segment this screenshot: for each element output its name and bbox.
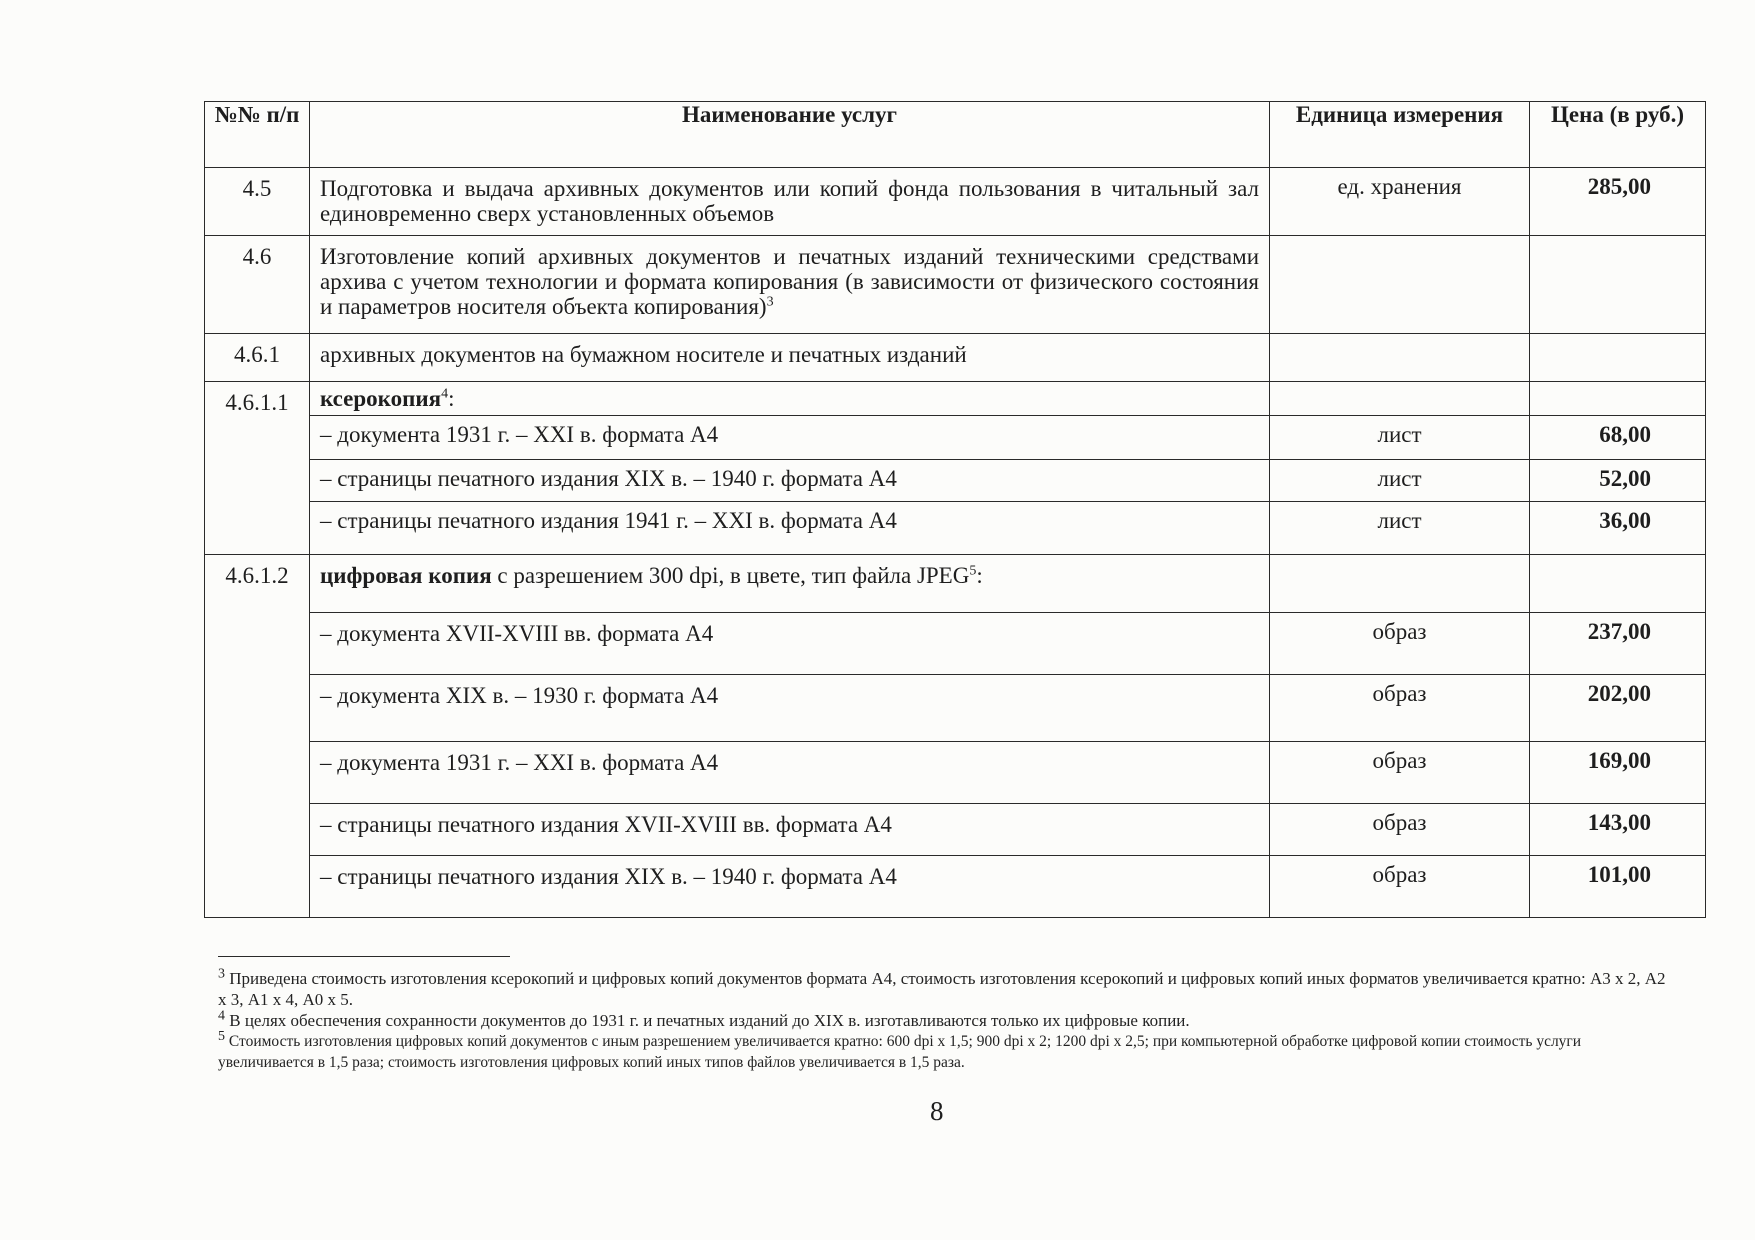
table-header-row <box>205 102 1706 168</box>
row-service-bold: цифровая копия <box>320 563 492 588</box>
table-row <box>205 613 1706 675</box>
footnote-ref: 4 <box>441 386 449 402</box>
row-unit: образ <box>1270 856 1530 918</box>
page-number: 8 <box>930 1096 944 1126</box>
row-service-bold: ксерокопия <box>320 386 442 411</box>
row-number: 4.6.1 <box>205 334 310 382</box>
row-number: 4.6.1.2 <box>205 555 310 918</box>
row-unit: образ <box>1270 675 1530 742</box>
row-unit: лист <box>1270 502 1530 555</box>
footnote-4 <box>218 1010 1678 1031</box>
row-service-name: – страницы печатного издания XIX в. – 1940 г. формата А4 <box>310 856 1270 918</box>
table-row <box>205 168 1706 236</box>
row-service-tail: : <box>976 563 983 588</box>
row-service-name: – документа 1931 г. – XXI в. формата А4 <box>310 742 1270 804</box>
footnote-mark: 4 <box>218 1008 225 1024</box>
row-price <box>1530 382 1706 416</box>
footnote-5 <box>218 1028 1678 1073</box>
footnote-divider <box>218 956 510 957</box>
row-service-name: – документа XVII-XVIII вв. формата А4 <box>310 613 1270 675</box>
row-unit: лист <box>1270 416 1530 460</box>
row-price: 202,00 <box>1530 675 1706 742</box>
footnotes <box>218 968 1678 1073</box>
row-number: 4.6 <box>205 236 310 334</box>
row-unit: лист <box>1270 460 1530 502</box>
table-row <box>205 334 1706 382</box>
footnote-mark: 3 <box>218 966 225 982</box>
row-price <box>1530 555 1706 613</box>
table-row <box>205 382 1706 416</box>
row-number: 4.5 <box>205 168 310 236</box>
row-service-name: – документа 1931 г. – XXI в. формата А4 <box>310 416 1270 460</box>
row-price: 36,00 <box>1530 502 1706 555</box>
row-service-text: с разрешением 300 dpi, в цвете, тип файла JPEG <box>491 563 970 588</box>
row-price: 143,00 <box>1530 804 1706 856</box>
footnote-text: Стоимость изготовления цифровых копий документов с иным разрешением увеличивается кратно: 600 dpi х 1,5; 900 dpi х 2; 1200 dpi х 2,5; при компьютерной обработке цифровой копии стоимость услуги увеличивается в 1,5 раза; стоимость изготовления цифровых копий иных типов файлов увеличивается в 1,5 раза. <box>218 1033 1582 1071</box>
row-unit <box>1270 334 1530 382</box>
footnote-mark: 5 <box>218 1028 225 1044</box>
row-price <box>1530 236 1706 334</box>
header-service-name: Наименование услуг <box>310 102 1270 168</box>
row-price: 237,00 <box>1530 613 1706 675</box>
row-service-name <box>310 236 1270 334</box>
header-number: №№ п/п <box>205 102 310 168</box>
row-unit: образ <box>1270 804 1530 856</box>
row-service-name: – страницы печатного издания 1941 г. – XXI в. формата А4 <box>310 502 1270 555</box>
footnote-ref: 5 <box>969 563 977 579</box>
table-row <box>205 555 1706 613</box>
row-price <box>1530 334 1706 382</box>
table-row <box>205 236 1706 334</box>
row-unit: образ <box>1270 742 1530 804</box>
row-service-name: – страницы печатного издания XIX в. – 1940 г. формата А4 <box>310 460 1270 502</box>
row-unit <box>1270 382 1530 416</box>
row-service-name: – страницы печатного издания XVII-XVIII вв. формата А4 <box>310 804 1270 856</box>
table-row <box>205 460 1706 502</box>
row-service-name: Подготовка и выдача архивных документов или копий фонда пользования в читальный зал единовременно сверх установленных объемов <box>310 168 1270 236</box>
header-unit: Единица измерения <box>1270 102 1530 168</box>
row-service-name: архивных документов на бумажном носителе и печатных изданий <box>310 334 1270 382</box>
table-row <box>205 742 1706 804</box>
row-unit: образ <box>1270 613 1530 675</box>
table-row <box>205 502 1706 555</box>
table-row <box>205 856 1706 918</box>
row-number: 4.6.1.1 <box>205 382 310 555</box>
row-price: 101,00 <box>1530 856 1706 918</box>
row-service-name <box>310 555 1270 613</box>
row-service-tail: : <box>448 386 455 411</box>
row-service-text: Изготовление копий архивных документов и печатных изданий техническими средствами архива с учетом технологии и формата копирования (в зависимости от физического состояния и параметров носителя объекта копирования) <box>320 244 1259 319</box>
row-unit: ед. хранения <box>1270 168 1530 236</box>
row-unit <box>1270 236 1530 334</box>
footnote-3 <box>218 968 1678 1010</box>
footnote-ref: 3 <box>766 294 774 310</box>
footnote-text: Приведена стоимость изготовления ксерокопий и цифровых копий документов формата А4, стоимость изготовления ксерокопий и цифровых копий иных форматов увеличивается кратно: А3 х 2, А2 х 3, А1 х 4, А0 х 5. <box>218 969 1666 1009</box>
header-price: Цена (в руб.) <box>1530 102 1706 168</box>
row-price: 285,00 <box>1530 168 1706 236</box>
row-service-name: – документа XIX в. – 1930 г. формата А4 <box>310 675 1270 742</box>
table-row <box>205 804 1706 856</box>
row-unit <box>1270 555 1530 613</box>
row-price: 52,00 <box>1530 460 1706 502</box>
services-price-table <box>204 101 1706 918</box>
row-price: 169,00 <box>1530 742 1706 804</box>
table-row <box>205 675 1706 742</box>
table-row <box>205 416 1706 460</box>
row-service-name <box>310 382 1270 416</box>
row-price: 68,00 <box>1530 416 1706 460</box>
footnote-text: В целях обеспечения сохранности документов до 1931 г. и печатных изданий до XIX в. изготавливаются только их цифровые копии. <box>229 1011 1190 1030</box>
